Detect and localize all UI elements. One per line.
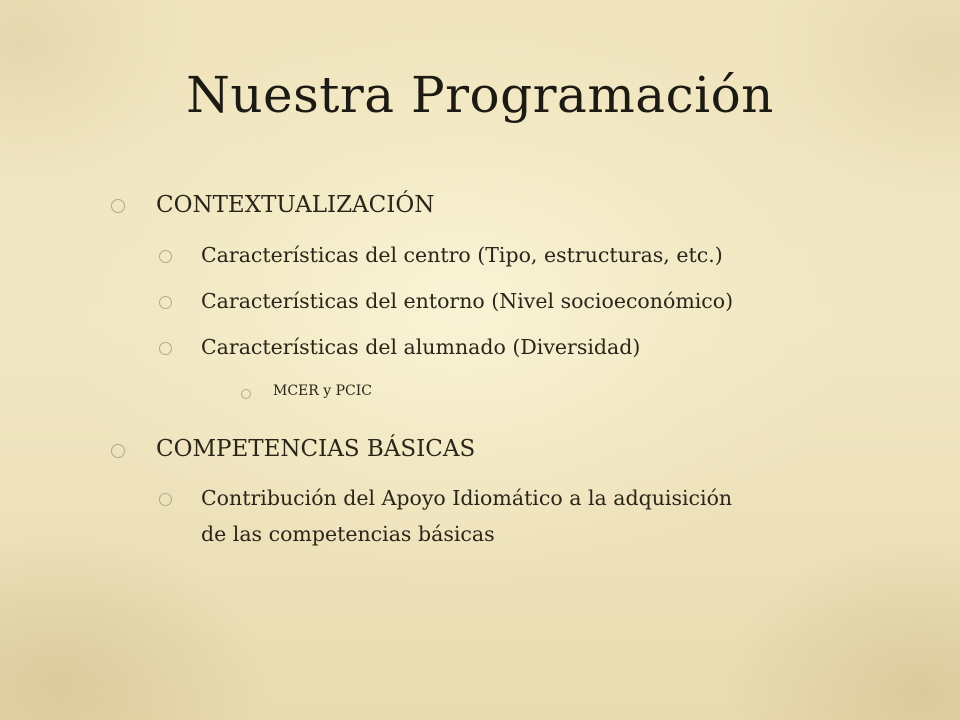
bullet-ring-icon (159, 296, 172, 309)
bullet-ring-icon (159, 250, 172, 263)
list-item-entorno: Características del entorno (Nivel socioeconómico) (201, 289, 734, 313)
slide-title: Nuestra Programación (186, 66, 774, 124)
sub-list-item-mcer: MCER y PCIC (273, 383, 372, 399)
section-heading-competencias: COMPETENCIAS BÁSICAS (156, 436, 476, 462)
section-heading-contextualizacion: CONTEXTUALIZACIÓN (156, 192, 435, 218)
bullet-ring-icon (111, 444, 125, 458)
list-item-centro: Características del centro (Tipo, estructuras, etc.) (201, 243, 723, 267)
bullet-ring-icon (241, 389, 251, 399)
list-item-alumnado: Características del alumnado (Diversidad) (201, 335, 641, 359)
bullet-ring-icon (159, 342, 172, 355)
bullet-ring-icon (159, 493, 172, 506)
list-item-contribucion: Contribución del Apoyo Idiomático a la adquisición de las competencias básicas (201, 486, 733, 546)
bullet-ring-icon (111, 199, 125, 213)
